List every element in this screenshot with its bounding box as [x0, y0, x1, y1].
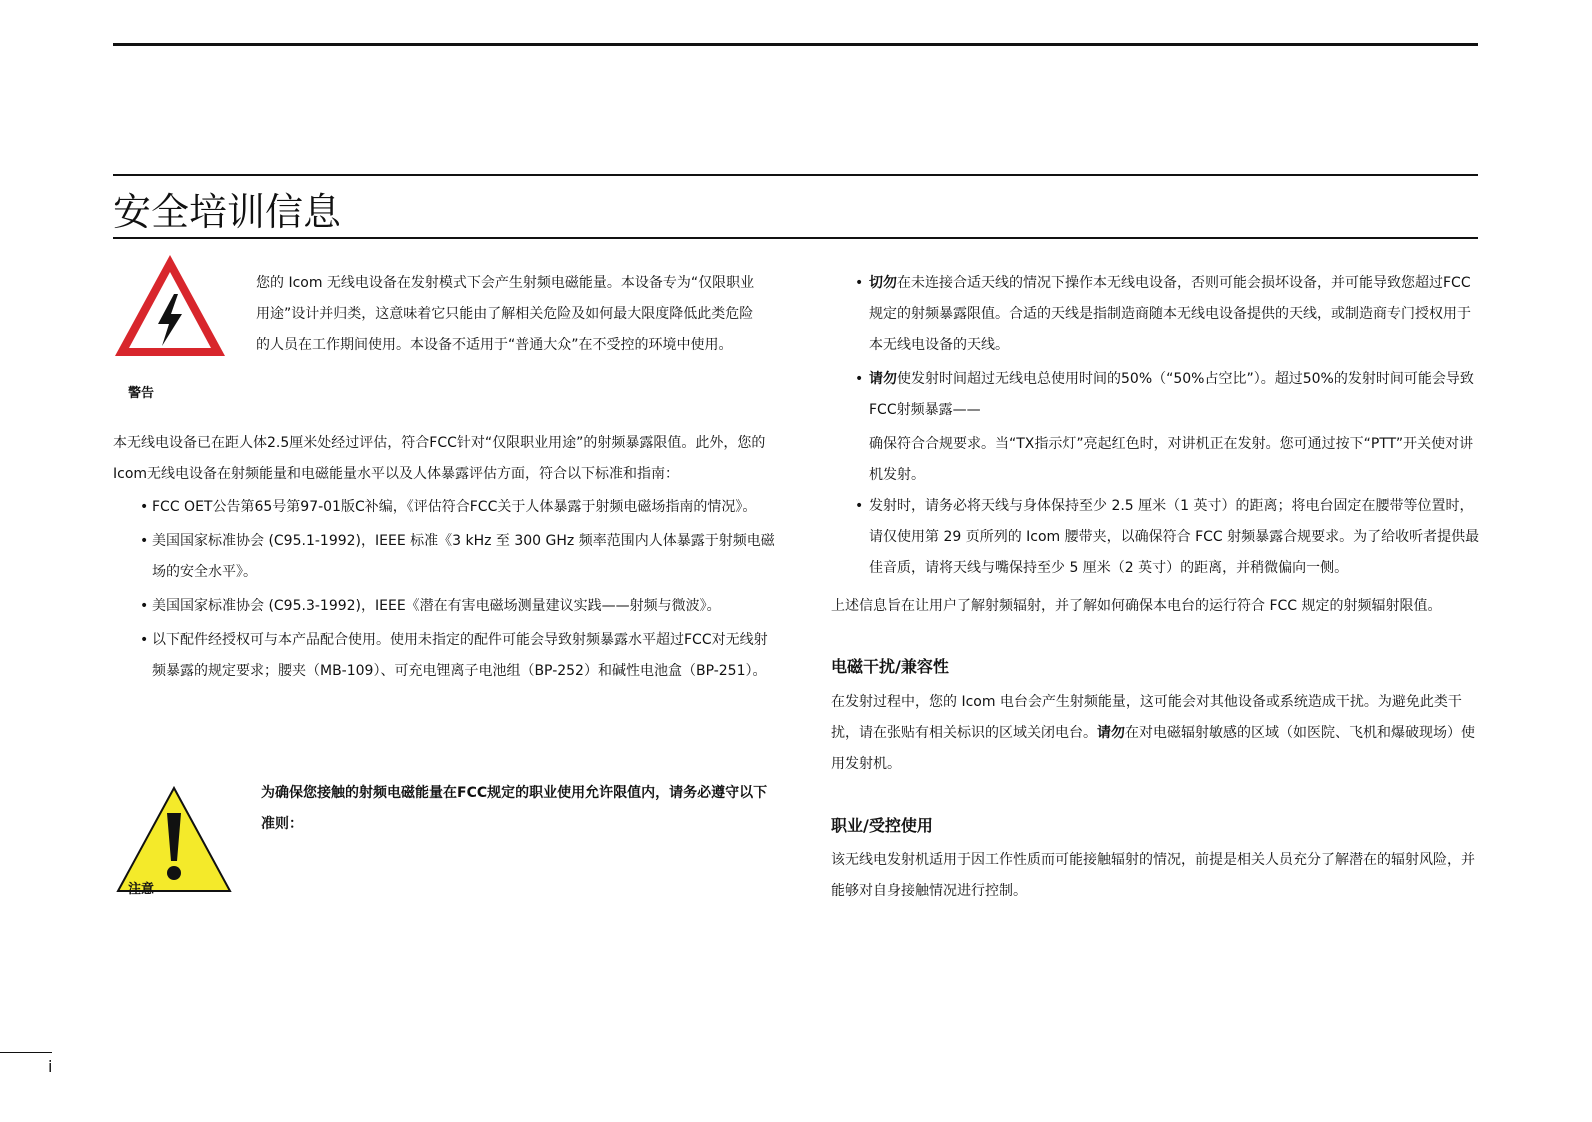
list-item: • 以下配件经授权可与本产品配合使用。使用未指定的配件可能会导致射频暴露水平超过FCC对无线射频暴露的规定要求；腰夹（MB-109）、可充电锂离子电池组（BP-252）和碱性电池盒（BP-251）。	[140, 625, 780, 687]
page-number-rule	[0, 1052, 52, 1053]
intro-text: 本无线电设备已在距人体2.5厘米处经过评估，符合FCC针对“仅限职业用途”的射频暴露限值。此外，您的Icom无线电设备在射频能量和电磁能量水平以及人体暴露评估方面，符合以下标准和指南：	[113, 435, 766, 482]
caution-text	[261, 778, 771, 840]
emi-text-before: 在发射过程中，您的 Icom 电台会产生射频能量，这可能会对其他设备或系统造成干扰。为避免此类干扰，请在张贴有相关标识的区域关闭电台。	[831, 694, 1462, 741]
emphasis: 切勿	[869, 275, 897, 291]
warning-paragraph: 您的 Icom 无线电设备在发射模式下会产生射频电磁能量。本设备专为“仅限职业用途”设计并归类，这意味着它只能由了解相关危险及如何最大限度降低此类危险的人员在工作期间使用。本设备不适用于“普通大众”在不受控的环境中使用。	[256, 275, 755, 353]
list-item	[855, 491, 1480, 584]
header-rule	[113, 174, 1478, 176]
section-heading-emi: 电磁干扰/兼容性	[831, 657, 949, 676]
list-item: • 美国国家标准协会 (C95.3-1992)，IEEE《潜在有害电磁场测量建议实践——射频与微波》。	[140, 591, 780, 622]
summary-text: 上述信息旨在让用户了解射频辐射，并了解如何确保本电台的运行符合 FCC 规定的射频辐射限值。	[831, 598, 1442, 614]
emphasis: 请勿	[869, 371, 897, 387]
guideline-text: 在未连接合适天线的情况下操作本无线电设备，否则可能会损坏设备，并可能导致您超过FCC规定的射频暴露限值。合适的天线是指制造商随本无线电设备提供的天线，或制造商专门授权用于本无线电设备的天线。	[869, 275, 1471, 353]
top-rule	[113, 43, 1478, 46]
section-heading-occupational: 职业/受控使用	[831, 816, 933, 835]
caution-paragraph: 为确保您接触的射频电磁能量在FCC规定的职业使用允许限值内，请务必遵守以下准则：	[261, 785, 768, 832]
standards-list	[140, 492, 780, 690]
list-item	[855, 364, 1480, 426]
occupational-text: 该无线电发射机适用于因工作性质而可能接触辐射的情况，前提是相关人员充分了解潜在的辐射风险，并能够对自身接触情况进行控制。	[831, 852, 1475, 899]
emi-text-after: 在对电磁辐射敏感的区域（如医院、飞机和爆破现场）使用发射机。	[831, 725, 1475, 772]
emi-paragraph	[831, 687, 1481, 780]
occupational-paragraph	[831, 845, 1481, 907]
guidelines-list	[855, 268, 1480, 587]
warning-label: 警告	[128, 386, 155, 401]
list-item: • FCC OET公告第65号第97-01版C补编，《评估符合FCC关于人体暴露于射频电磁场指南的情况》。	[140, 492, 780, 523]
intro-paragraph	[113, 428, 773, 490]
page-number: i	[48, 1057, 53, 1076]
summary-paragraph	[831, 591, 1481, 622]
guideline-text: 发射时，请务必将天线与身体保持至少 2.5 厘米（1 英寸）的距离；将电台固定在腰带等位置时，请仅使用第 29 页所列的 Icom 腰带夹，以确保符合 FCC 射频暴露合规要求。为了给收听者提供最佳音质，请将天线与嘴保持至少 5 厘米（2 英寸）的距离，并稍微偏向一侧。	[869, 498, 1480, 576]
title-rule	[113, 237, 1478, 239]
caution-label: 注意	[128, 882, 155, 897]
high-voltage-warning-icon	[112, 252, 228, 360]
list-item	[855, 268, 1480, 361]
warning-text	[256, 268, 766, 361]
guideline-text: 使发射时间超过无线电总使用时间的50%（“50%占空比”）。超过50%的发射时间可能会导致FCC射频暴露——	[869, 371, 1474, 418]
emphasis: 请勿	[1097, 725, 1125, 741]
list-item: • 美国国家标准协会 (C95.1-1992)，IEEE 标准《3 kHz 至 300 GHz 频率范围内人体暴露于射频电磁场的安全水平》。	[140, 526, 780, 588]
guideline-continuation: 确保符合合规要求。当“TX指示灯”亮起红色时，对讲机正在发射。您可通过按下“PTT”开关使对讲机发射。	[869, 436, 1474, 483]
page-title: 安全培训信息	[113, 190, 342, 234]
